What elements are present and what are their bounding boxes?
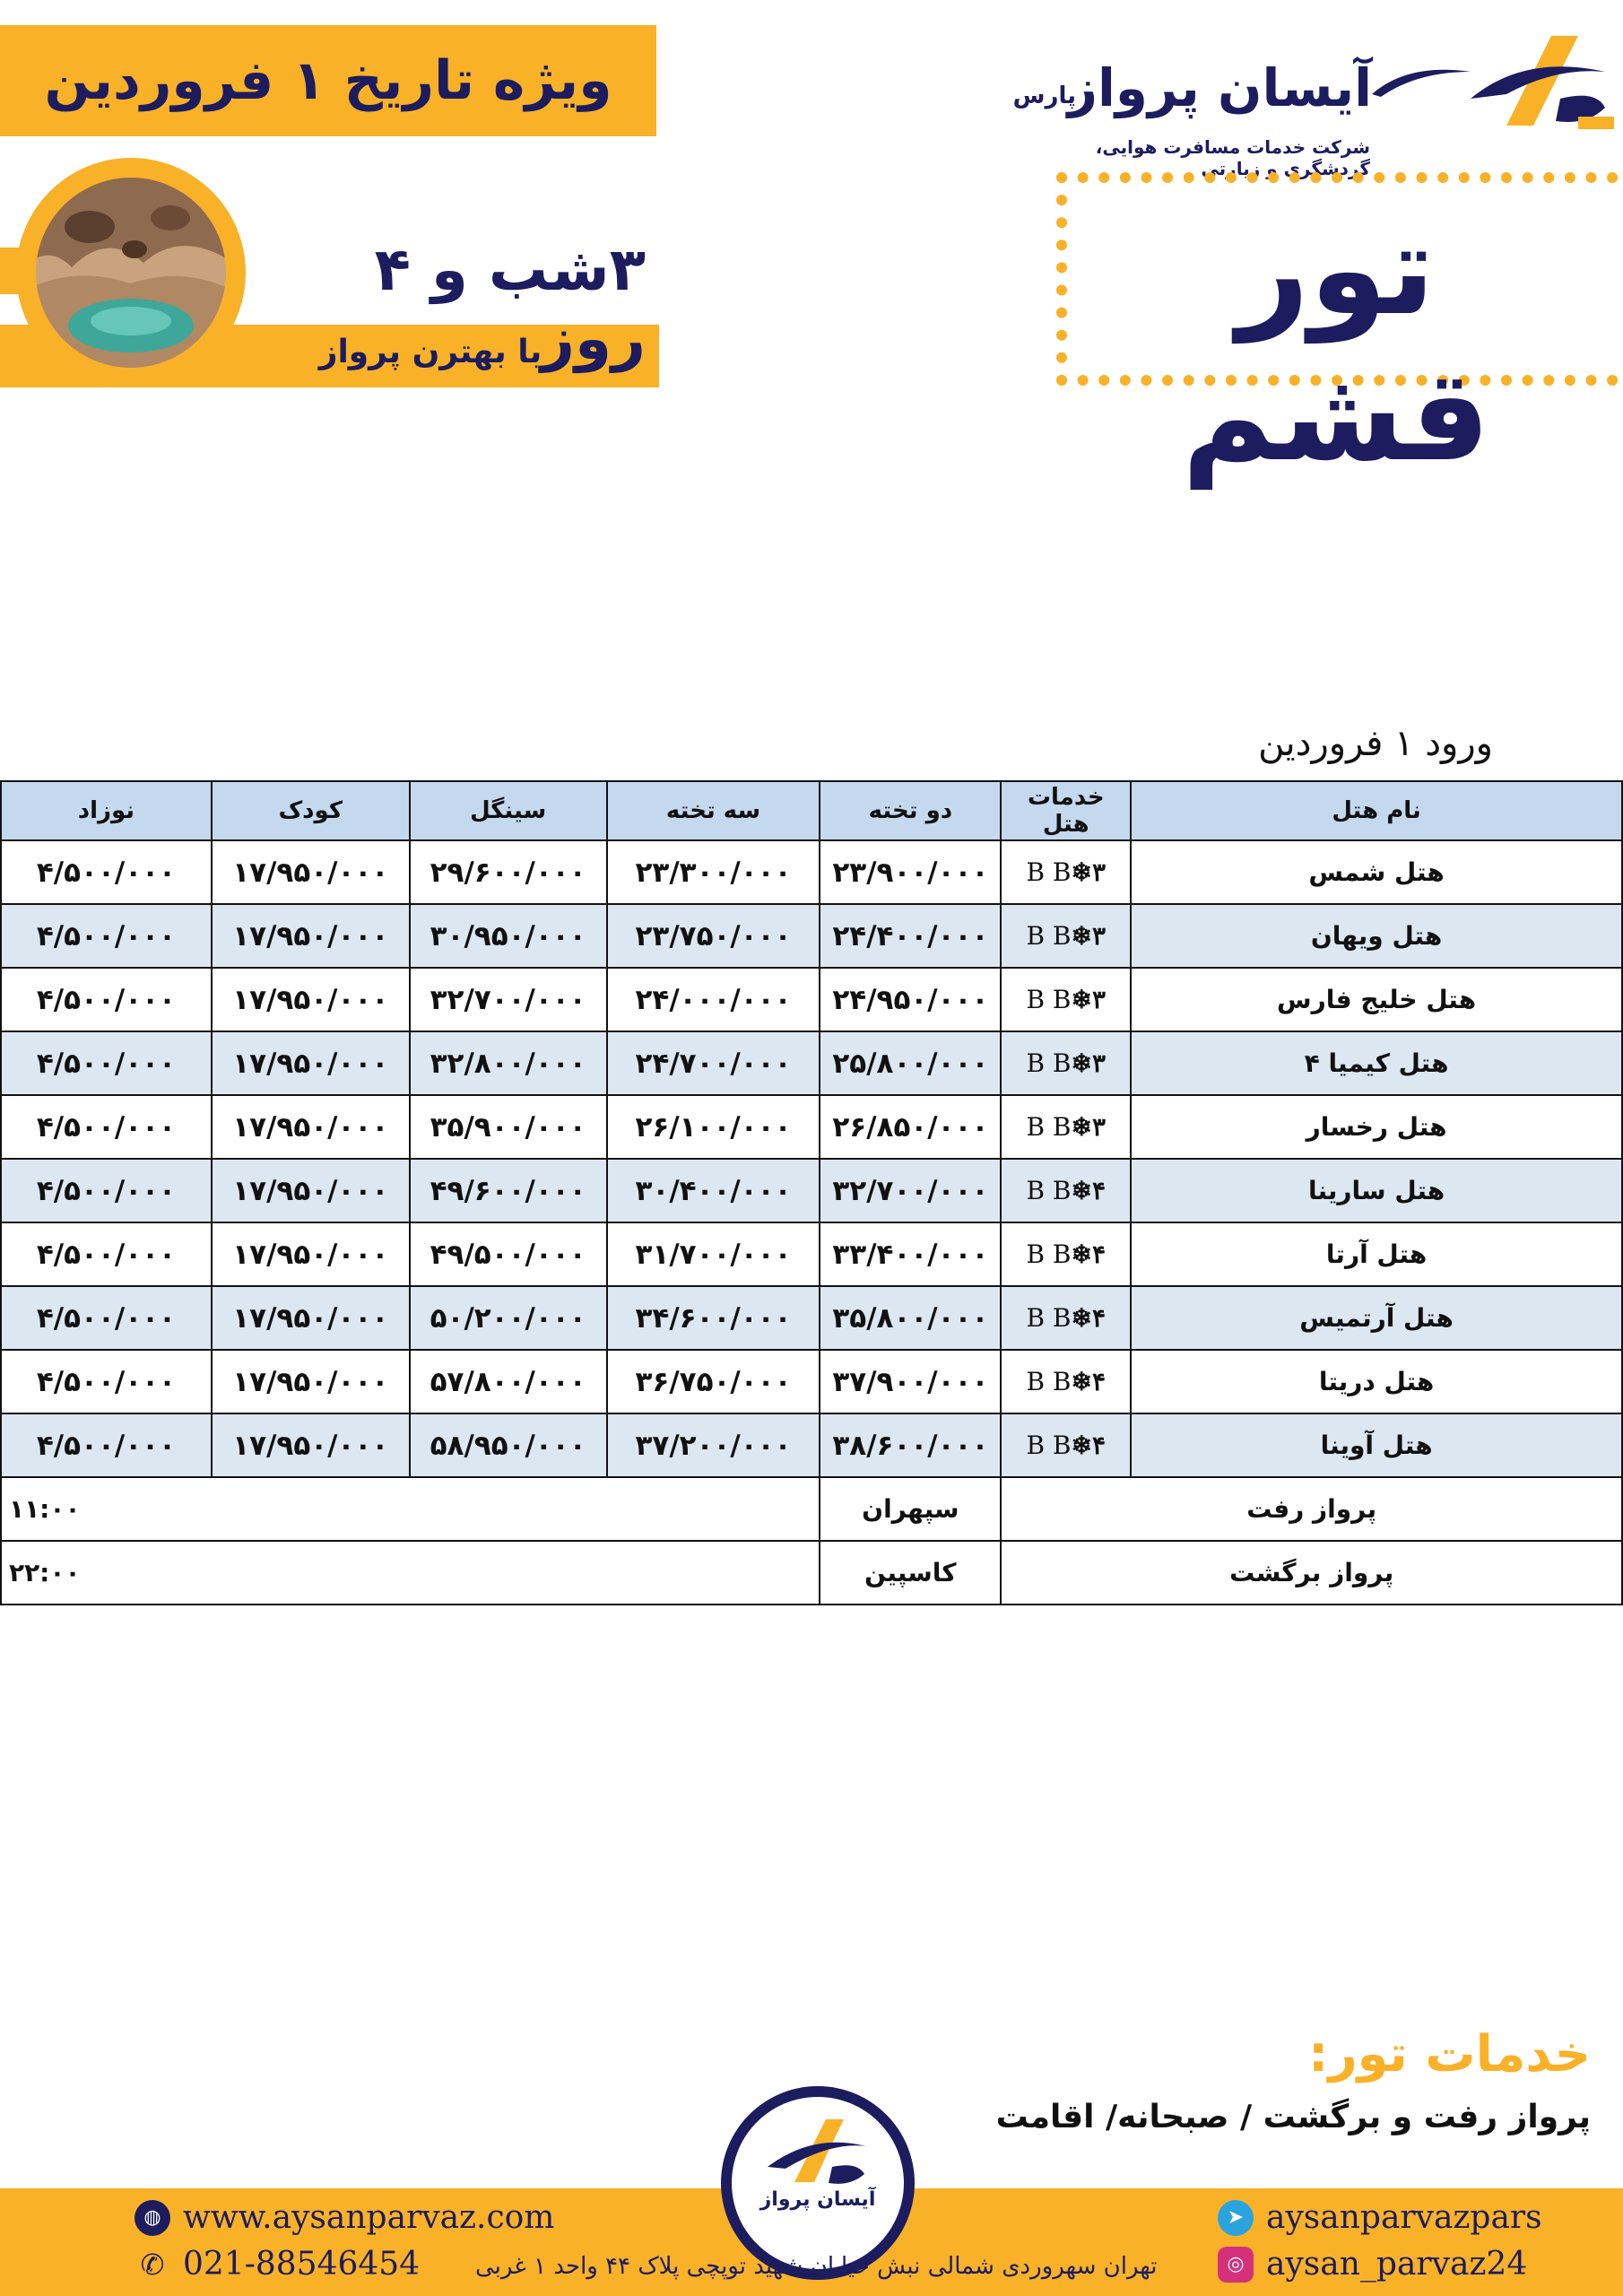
table-row <box>1 1031 1622 1095</box>
price-child: ۱۷/۹۵۰/۰۰۰ <box>212 1286 410 1350</box>
instagram-icon: ◎ <box>1218 2247 1254 2283</box>
header-triple: سه تخته <box>607 781 820 840</box>
footer-instagram[interactable] <box>1218 2246 1527 2283</box>
hotel-services: ۴❄B B <box>1001 1413 1131 1477</box>
price-double: ۳۸/۶۰۰/۰۰۰ <box>820 1413 1001 1477</box>
table-row <box>1 1159 1622 1222</box>
brand-name: آیسان پرواز <box>1067 57 1372 118</box>
price-single: ۳۲/۷۰۰/۰۰۰ <box>410 968 607 1031</box>
telegram-text: aysanparvazpars <box>1266 2199 1542 2236</box>
hotel-services: ۴❄B B <box>1001 1350 1131 1413</box>
price-child: ۱۷/۹۵۰/۰۰۰ <box>212 1413 410 1477</box>
price-single: ۵۷/۸۰۰/۰۰۰ <box>410 1350 607 1413</box>
price-triple: ۲۳/۷۵۰/۰۰۰ <box>607 904 820 968</box>
hotel-services: ۳❄B B <box>1001 968 1131 1031</box>
flight-label: پرواز برگشت <box>1001 1541 1622 1605</box>
price-infant: ۴/۵۰۰/۰۰۰ <box>1 1286 212 1350</box>
price-infant: ۴/۵۰۰/۰۰۰ <box>1 1159 212 1222</box>
date-banner <box>0 25 656 136</box>
hotel-name: هتل کیمیا ۴ <box>1131 1031 1622 1095</box>
brand-suffix: پارس <box>1012 83 1076 109</box>
qeshm-canyon-photo <box>36 178 226 368</box>
telegram-icon: ➤ <box>1218 2200 1254 2236</box>
price-double: ۳۲/۷۰۰/۰۰۰ <box>820 1159 1001 1222</box>
header-single: سینگل <box>410 781 607 840</box>
hotel-name: هتل دریتا <box>1131 1350 1622 1413</box>
table-row <box>1 1413 1622 1477</box>
price-triple: ۳۱/۷۰۰/۰۰۰ <box>607 1222 820 1286</box>
hotel-name: هتل رخسار <box>1131 1095 1622 1159</box>
price-infant: ۴/۵۰۰/۰۰۰ <box>1 1095 212 1159</box>
footer-logo <box>732 2097 904 2269</box>
price-child: ۱۷/۹۵۰/۰۰۰ <box>212 1031 410 1095</box>
price-double: ۲۴/۴۰۰/۰۰۰ <box>820 904 1001 968</box>
price-triple: ۲۴/۷۰۰/۰۰۰ <box>607 1031 820 1095</box>
table-row <box>1 968 1622 1031</box>
date-banner-text: ویژه تاریخ ۱ فروردین <box>44 49 612 112</box>
price-double: ۲۳/۹۰۰/۰۰۰ <box>820 840 1001 904</box>
flight-time: ۲۲:۰۰ <box>1 1541 820 1605</box>
hotel-services: ۴❄B B <box>1001 1222 1131 1286</box>
price-triple: ۲۶/۱۰۰/۰۰۰ <box>607 1095 820 1159</box>
price-double: ۲۴/۹۵۰/۰۰۰ <box>820 968 1001 1031</box>
hotel-name: هتل سارینا <box>1131 1159 1622 1222</box>
price-child: ۱۷/۹۵۰/۰۰۰ <box>212 1350 410 1413</box>
price-child: ۱۷/۹۵۰/۰۰۰ <box>212 968 410 1031</box>
table-row <box>1 904 1622 968</box>
globe-icon: ◍ <box>135 2200 170 2236</box>
price-single: ۴۹/۶۰۰/۰۰۰ <box>410 1159 607 1222</box>
hotel-services: ۳❄B B <box>1001 840 1131 904</box>
table-header-row <box>1 781 1622 840</box>
header-hotel-services: خدمات هتل <box>1001 781 1131 840</box>
header-infant: نوزاد <box>1 781 212 840</box>
price-infant: ۴/۵۰۰/۰۰۰ <box>1 904 212 968</box>
price-single: ۳۲/۸۰۰/۰۰۰ <box>410 1031 607 1095</box>
price-triple: ۳۶/۷۵۰/۰۰۰ <box>607 1350 820 1413</box>
hotel-name: هتل آرتا <box>1131 1222 1622 1286</box>
table-row <box>1 1286 1622 1350</box>
footer-phone[interactable] <box>135 2246 420 2283</box>
price-double: ۲۶/۸۵۰/۰۰۰ <box>820 1095 1001 1159</box>
services-text: پرواز رفت و برگشت / صبحانه/ اقامت <box>995 2099 1591 2135</box>
footer-website[interactable] <box>135 2199 554 2236</box>
hotel-name: هتل آوینا <box>1131 1413 1622 1477</box>
price-double: ۳۷/۹۰۰/۰۰۰ <box>820 1350 1001 1413</box>
price-infant: ۴/۵۰۰/۰۰۰ <box>1 1031 212 1095</box>
price-single: ۴۹/۵۰۰/۰۰۰ <box>410 1222 607 1286</box>
table-row <box>1 1350 1622 1413</box>
footer-logo-name: آیسان پرواز <box>759 2188 876 2211</box>
footer-telegram[interactable] <box>1218 2199 1542 2236</box>
price-table <box>0 780 1623 1605</box>
hotel-name: هتل ویهان <box>1131 904 1622 968</box>
flight-row-outbound <box>1 1477 1622 1541</box>
phone-text: 021-88546454 <box>183 2246 421 2283</box>
price-single: ۲۹/۶۰۰/۰۰۰ <box>410 840 607 904</box>
price-triple: ۳۰/۴۰۰/۰۰۰ <box>607 1159 820 1222</box>
flight-label: پرواز رفت <box>1001 1477 1622 1541</box>
flight-airline: کاسپین <box>820 1541 1001 1605</box>
hotel-name: هتل شمس <box>1131 840 1622 904</box>
price-double: ۳۵/۸۰۰/۰۰۰ <box>820 1286 1001 1350</box>
header-child: کودک <box>212 781 410 840</box>
brand-tagline: شرکت خدمات مسافرت هوایی، گردشگری و زیارتی <box>1095 136 1370 179</box>
price-child: ۱۷/۹۵۰/۰۰۰ <box>212 904 410 968</box>
price-double: ۲۵/۸۰۰/۰۰۰ <box>820 1031 1001 1095</box>
price-single: ۳۵/۹۰۰/۰۰۰ <box>410 1095 607 1159</box>
instagram-text: aysan_parvaz24 <box>1266 2246 1528 2283</box>
duration-subtitle: با بهترن پرواز <box>318 334 542 370</box>
entry-date-label: ورود ۱ فروردین <box>1258 723 1493 764</box>
price-child: ۱۷/۹۵۰/۰۰۰ <box>212 1222 410 1286</box>
brand-logo <box>1012 27 1614 179</box>
hotel-services: ۳❄B B <box>1001 904 1131 968</box>
hotel-services: ۳❄B B <box>1001 1031 1131 1095</box>
price-child: ۱۷/۹۵۰/۰۰۰ <box>212 840 410 904</box>
footer-logo-mark-icon <box>732 2097 904 2196</box>
price-child: ۱۷/۹۵۰/۰۰۰ <box>212 1095 410 1159</box>
price-infant: ۴/۵۰۰/۰۰۰ <box>1 1350 212 1413</box>
table-row <box>1 1222 1622 1286</box>
hotel-name: هتل خلیج فارس <box>1131 968 1622 1031</box>
flight-airline: سپهران <box>820 1477 1001 1541</box>
price-single: ۳۰/۹۵۰/۰۰۰ <box>410 904 607 968</box>
price-triple: ۳۷/۲۰۰/۰۰۰ <box>607 1413 820 1477</box>
hotel-services: ۳❄B B <box>1001 1095 1131 1159</box>
table-row <box>1 1095 1622 1159</box>
header-hotel-name: نام هتل <box>1131 781 1622 840</box>
price-infant: ۴/۵۰۰/۰۰۰ <box>1 1222 212 1286</box>
price-infant: ۴/۵۰۰/۰۰۰ <box>1 840 212 904</box>
header-double: دو تخته <box>820 781 1001 840</box>
services-title: خدمات تور: <box>1308 2025 1591 2083</box>
phone-icon: ✆ <box>140 2247 165 2282</box>
price-child: ۱۷/۹۵۰/۰۰۰ <box>212 1159 410 1222</box>
hotel-services: ۴❄B B <box>1001 1286 1131 1350</box>
website-text: www.aysanparvaz.com <box>183 2199 555 2236</box>
flight-row-return <box>1 1541 1622 1605</box>
hotel-name: هتل آرتمیس <box>1131 1286 1622 1350</box>
table-row <box>1 840 1622 904</box>
brand-swoosh-icon <box>1372 63 1471 99</box>
price-double: ۳۳/۴۰۰/۰۰۰ <box>820 1222 1001 1286</box>
price-infant: ۴/۵۰۰/۰۰۰ <box>1 968 212 1031</box>
price-triple: ۲۳/۳۰۰/۰۰۰ <box>607 840 820 904</box>
price-single: ۵۸/۹۵۰/۰۰۰ <box>410 1413 607 1477</box>
price-infant: ۴/۵۰۰/۰۰۰ <box>1 1413 212 1477</box>
tour-title: تور قشم <box>1182 197 1490 490</box>
price-single: ۵۰/۲۰۰/۰۰۰ <box>410 1286 607 1350</box>
brand-logo-mark-icon <box>1471 27 1614 135</box>
price-triple: ۳۴/۶۰۰/۰۰۰ <box>607 1286 820 1350</box>
price-triple: ۲۴/۰۰۰/۰۰۰ <box>607 968 820 1031</box>
hotel-services: ۴❄B B <box>1001 1159 1131 1222</box>
flight-time: ۱۱:۰۰ <box>1 1477 820 1541</box>
footer-address: تهران سهروردی شمالی نبش خیابان شهید توپچی پلاک ۴۴ واحد ۱ غربی <box>475 2253 1158 2280</box>
duration-title: ۳شب و ۴ روز <box>374 235 646 373</box>
